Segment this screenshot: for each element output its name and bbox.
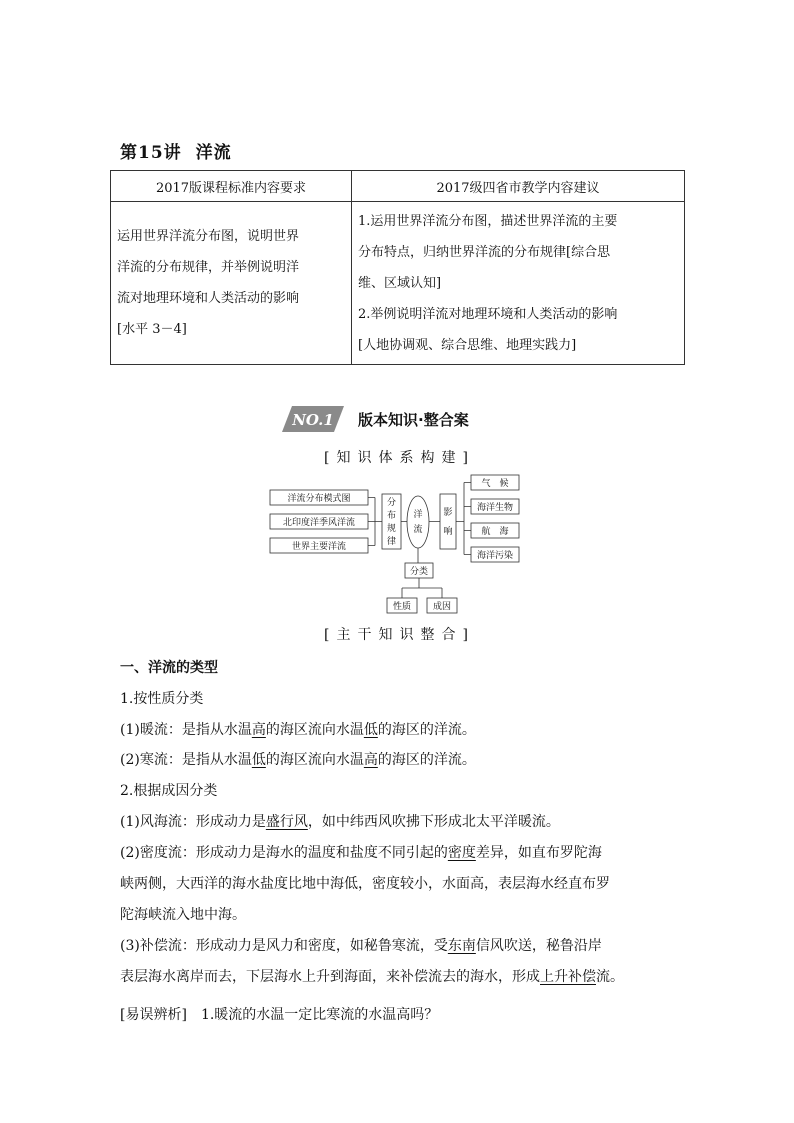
text: (1)风海流：形成动力是 bbox=[120, 814, 266, 830]
col2-line: 2.举例说明洋流对地理环境和人类活动的影响 bbox=[358, 306, 618, 322]
text: 的海区的洋流。 bbox=[377, 722, 476, 738]
para-wind-current bbox=[120, 811, 560, 831]
col2-content bbox=[352, 202, 685, 365]
distribution-char: 规 bbox=[386, 524, 397, 534]
text: ，如中纬西风吹拂下形成北太平洋暖流。 bbox=[307, 814, 560, 830]
connector-left bbox=[368, 498, 382, 546]
question-text: 1.暖流的水温一定比寒流的水温高吗？ bbox=[200, 1007, 439, 1023]
text: 的海区流向水温 bbox=[265, 752, 364, 768]
text: 的海区流向水温 bbox=[265, 722, 364, 738]
section-main-label: [主干知识整合] bbox=[324, 627, 475, 643]
right-item: 气 候 bbox=[481, 479, 509, 489]
text: (2)密度流：形成动力是海水的温度和盐度不同引起的 bbox=[120, 845, 448, 861]
lecture-topic: 洋流 bbox=[195, 143, 232, 163]
text: 表层海水离岸而去，下层海水上升到海面，来补偿流去的海水，形成 bbox=[120, 969, 540, 985]
knowledge-diagram bbox=[250, 470, 550, 620]
box-influence bbox=[440, 494, 456, 549]
right-item: 航 海 bbox=[481, 527, 509, 537]
bottom-item: 性质 bbox=[392, 602, 412, 612]
center-char: 流 bbox=[413, 525, 423, 535]
page-title bbox=[120, 138, 232, 163]
subheading-cause: 2.根据成因分类 bbox=[120, 783, 218, 799]
section-knowledge-label: [知识体系构建] bbox=[324, 450, 475, 466]
section-badge bbox=[282, 406, 344, 432]
influence-char: 响 bbox=[443, 527, 453, 537]
answer-blank: 东南 bbox=[447, 938, 476, 954]
badge-text: NO.1 bbox=[292, 411, 334, 429]
text: (2)寒流：是指从水温 bbox=[120, 752, 252, 768]
text: 的海区的洋流。 bbox=[377, 752, 476, 768]
para-density-line3: 陀海峡流入地中海。 bbox=[120, 907, 246, 923]
left-item: 世界主要洋流 bbox=[291, 542, 347, 552]
right-item: 海洋生物 bbox=[476, 503, 514, 513]
para-density-line2: 峡两侧，大西洋的海水盐度比地中海低，密度较小，水面高，表层海水经直布罗 bbox=[120, 876, 610, 892]
classify-label: 分类 bbox=[409, 567, 429, 577]
text: (3)补偿流：形成动力是风力和密度，如秘鲁寒流，受 bbox=[120, 938, 448, 954]
distribution-char: 分 bbox=[386, 498, 397, 508]
col2-line: [人地协调观、综合思维、地理实践力] bbox=[358, 337, 577, 353]
col1-line: 洋流的分布规律，并举例说明洋 bbox=[117, 260, 300, 275]
center-ellipse bbox=[407, 496, 429, 548]
answer-blank: 低 bbox=[363, 722, 378, 738]
influence-char: 影 bbox=[443, 508, 453, 518]
text: 信风吹送，秘鲁沿岸 bbox=[475, 938, 602, 954]
answer-blank: 低 bbox=[251, 752, 266, 768]
misconception-label: [易误辨析] bbox=[120, 1007, 187, 1023]
heading-types: 一、洋流的类型 bbox=[120, 660, 218, 676]
right-item: 海洋污染 bbox=[476, 551, 514, 561]
col1-line: [水平 3－4] bbox=[117, 322, 187, 337]
subheading-nature: 1.按性质分类 bbox=[120, 691, 204, 707]
center-char: 洋 bbox=[413, 510, 423, 520]
col2-line: 分布特点，归纳世界洋流的分布规律[综合思 bbox=[358, 244, 611, 260]
para-cold-current bbox=[120, 749, 476, 769]
col1-header: 2017版课程标准内容要求 bbox=[111, 171, 352, 202]
text: 差异，如直布罗陀海 bbox=[475, 845, 602, 861]
col1-line: 运用世界洋流分布图，说明世界 bbox=[117, 229, 300, 244]
lecture-number: 第15讲 bbox=[120, 143, 182, 163]
text: (1)暖流：是指从水温 bbox=[120, 722, 252, 738]
col2-line: 1.运用世界洋流分布图，描述世界洋流的主要 bbox=[358, 213, 618, 229]
distribution-char: 律 bbox=[386, 537, 397, 547]
col1-content bbox=[111, 202, 352, 365]
distribution-char: 布 bbox=[386, 511, 397, 521]
answer-blank: 高 bbox=[251, 722, 266, 738]
bottom-item: 成因 bbox=[432, 602, 452, 612]
answer-blank: 密度 bbox=[447, 845, 476, 861]
standards-table bbox=[110, 170, 685, 365]
left-item: 北印度洋季风洋流 bbox=[282, 518, 356, 528]
para-compensation-line2 bbox=[120, 966, 624, 986]
answer-blank: 高 bbox=[363, 752, 378, 768]
col2-header: 2017级四省市教学内容建议 bbox=[352, 171, 685, 202]
text: 流。 bbox=[596, 969, 624, 985]
connector-right bbox=[456, 483, 471, 555]
left-item: 洋流分布模式图 bbox=[287, 494, 351, 504]
misconception-question bbox=[120, 1004, 438, 1024]
answer-blank: 上升补偿 bbox=[540, 969, 596, 985]
col1-line: 流对地理环境和人类活动的影响 bbox=[117, 291, 300, 306]
answer-blank: 盛行风 bbox=[265, 814, 308, 830]
para-warm-current bbox=[120, 719, 476, 739]
banner-title: 版本知识·整合案 bbox=[358, 411, 469, 429]
para-compensation-current bbox=[120, 935, 602, 955]
para-density-current bbox=[120, 842, 602, 862]
col2-line: 维、区域认知] bbox=[358, 275, 442, 291]
